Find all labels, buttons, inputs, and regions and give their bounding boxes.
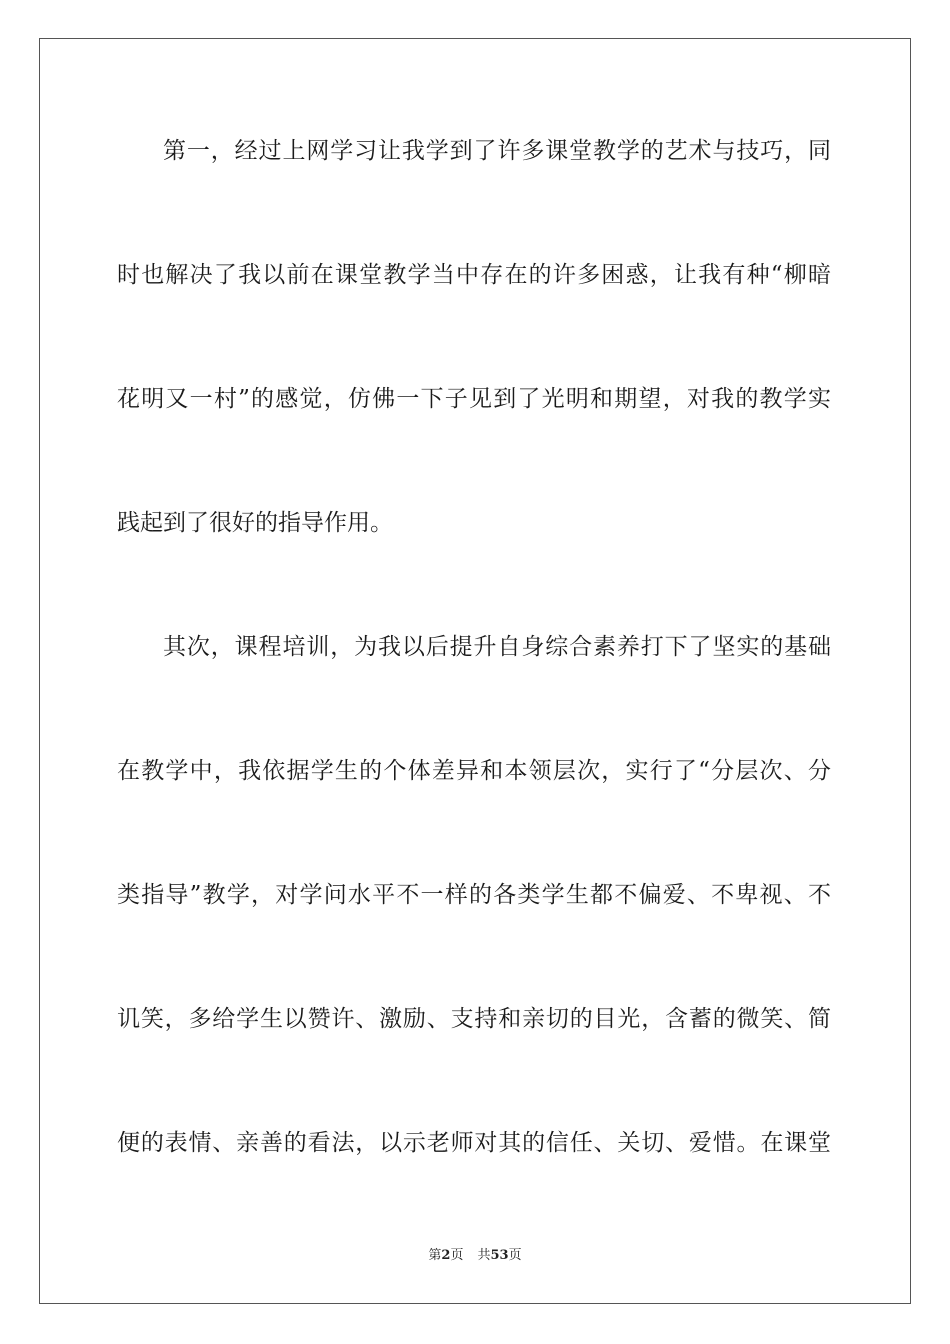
page-number-current: 2 — [441, 1248, 451, 1263]
paragraph-line: 类指导”教学，对学问水平不一样的各类学生都不偏爱、不卑视、不 — [117, 882, 831, 908]
paragraph-line: 时也解决了我以前在课堂教学当中存在的许多困惑，让我有种“柳暗 — [117, 262, 831, 288]
paragraph-line: 在教学中，我依据学生的个体差异和本领层次，实行了“分层次、分 — [117, 758, 831, 784]
page-frame — [39, 38, 911, 1304]
paragraph-line: 花明又一村”的感觉，仿佛一下子见到了光明和期望，对我的教学实 — [117, 386, 831, 412]
paragraph-line: 践起到了很好的指导作用。 — [117, 510, 393, 536]
paragraph-line: 其次，课程培训，为我以后提升自身综合素养打下了坚实的基础 — [163, 634, 831, 660]
page-total-prefix: 共 — [477, 1248, 491, 1263]
page-footer — [0, 1247, 950, 1265]
page-total-count: 53 — [490, 1248, 509, 1263]
page-number-prefix: 第 — [428, 1248, 442, 1263]
paragraph-line: 第一，经过上网学习让我学到了许多课堂教学的艺术与技巧，同 — [163, 138, 831, 164]
paragraph-line: 便的表情、亲善的看法，以示老师对其的信任、关切、爱惜。在课堂 — [117, 1130, 831, 1156]
page-number-suffix: 页 — [450, 1248, 464, 1263]
paragraph-line: 讥笑，多给学生以赞许、激励、支持和亲切的目光，含蓄的微笑、简 — [117, 1006, 831, 1032]
page-total-suffix: 页 — [508, 1248, 522, 1263]
